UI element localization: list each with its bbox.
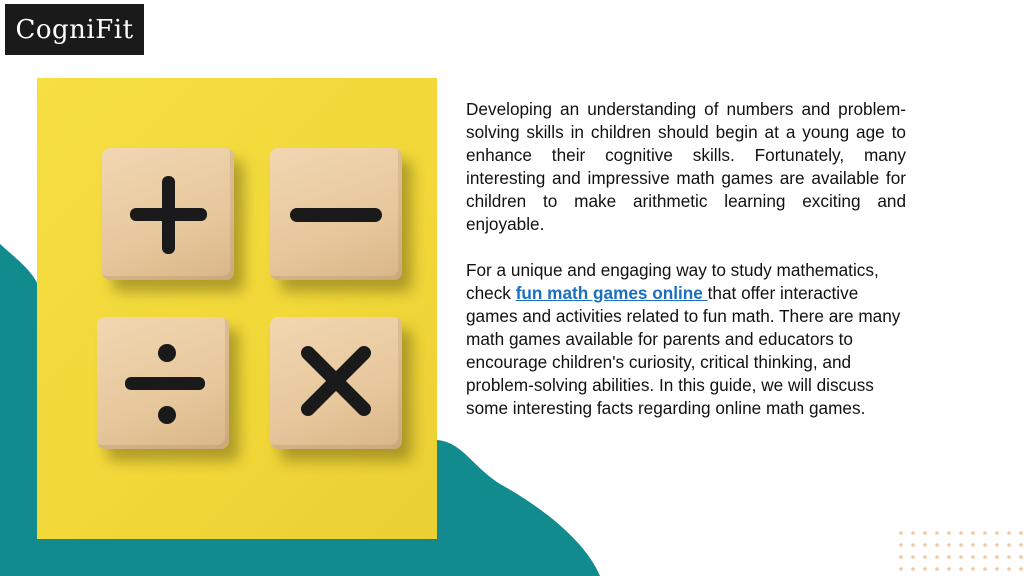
decorative-dot-grid — [898, 530, 1024, 576]
divide-block — [97, 317, 229, 449]
fun-math-games-link[interactable]: fun math games online — [515, 283, 708, 303]
minus-block — [270, 148, 402, 280]
multiply-icon — [270, 317, 402, 449]
multiply-block — [270, 317, 402, 449]
math-blocks-image — [37, 78, 437, 539]
logo-text: CogniFit — [15, 14, 134, 45]
paragraph-text-before-link: For a unique and engaging way to study mathematics, check — [466, 260, 879, 303]
cognifit-logo[interactable] — [5, 4, 144, 55]
article-text — [466, 98, 906, 420]
second-paragraph — [466, 259, 906, 420]
intro-paragraph: Developing an understanding of numbers and problem-solving skills in children should begin at a young age to enhance their cognitive skills. Fortunately, many interesting and impressive math games are available for children to make arithmetic learning exciting and enjoyable. — [466, 99, 906, 234]
paragraph-text-after-link: that offer interactive games and activities related to fun math. There are many math games available for parents and educators to encourage children's curiosity, critical thinking, and problem-solving abilities. In this guide, we will discuss some interesting facts regarding online math games. — [466, 283, 901, 418]
divide-icon — [97, 317, 229, 449]
plus-icon — [102, 148, 234, 280]
minus-icon — [270, 148, 402, 280]
plus-block — [102, 148, 234, 280]
